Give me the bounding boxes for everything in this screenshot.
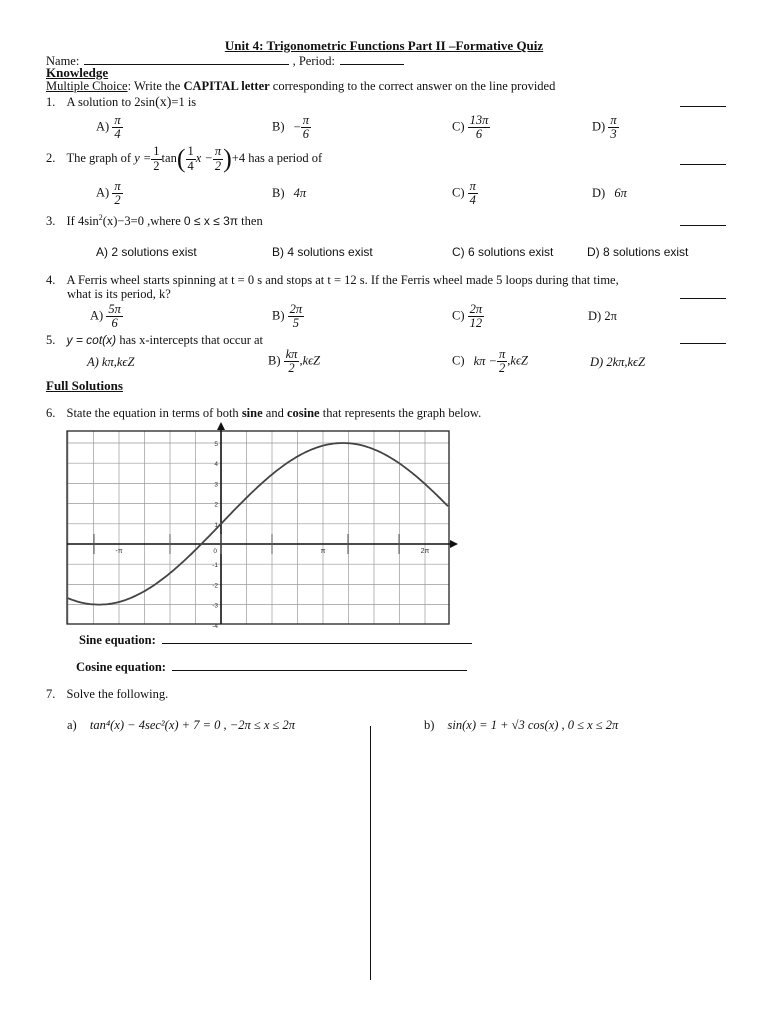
- q5-equation: y = cot(x): [66, 333, 117, 347]
- y-tick-label: -1: [212, 562, 218, 570]
- q6-text-a: State the equation in terms of both: [66, 406, 242, 420]
- q5-b-num: kπ: [285, 347, 298, 361]
- q7-number: 7.: [46, 687, 56, 701]
- q5-option-c[interactable]: [452, 348, 528, 375]
- q5-option-b[interactable]: [268, 348, 320, 375]
- q2-a-den: 2: [114, 193, 121, 208]
- period-label: , Period:: [292, 54, 335, 68]
- q5-c-tail: ,kϵZ: [507, 353, 528, 368]
- q4-stem-line1: [46, 273, 619, 288]
- q6-stem: [46, 406, 481, 421]
- q2-pi-num: π: [214, 144, 222, 159]
- q1-c-fraction: [468, 114, 491, 141]
- q2-stem: [46, 144, 322, 174]
- q4-c-label: C): [452, 308, 465, 323]
- graph-grid: [67, 431, 449, 624]
- q1-option-b[interactable]: [272, 114, 311, 141]
- q3-option-d[interactable]: D) 8 solutions exist: [587, 245, 689, 259]
- q1-b-fraction: [301, 114, 311, 141]
- q1-b-sign: −: [293, 119, 301, 134]
- name-blank[interactable]: [84, 52, 289, 65]
- q1-a-num: π: [114, 113, 121, 127]
- sine-equation-label: Sine equation:: [79, 633, 156, 647]
- q4-line1: A Ferris wheel starts spinning at t = 0 s and stops at t = 12 s. If the Ferris wheel made 5 loops during that time,: [66, 273, 619, 287]
- q5-c-num: π: [499, 347, 506, 361]
- q5-b-tail: ,kϵZ: [299, 353, 321, 368]
- instructions-mid: : Write the: [127, 79, 184, 93]
- q5-answer-line[interactable]: [680, 343, 726, 344]
- q1-d-fraction: [608, 114, 618, 141]
- instructions-bold: CAPITAL letter: [183, 79, 270, 93]
- q2-quarter: [186, 145, 196, 172]
- full-solutions-heading: Full Solutions: [46, 378, 123, 393]
- q3-stem: [46, 213, 263, 229]
- q2-option-b[interactable]: [272, 186, 306, 201]
- q1-option-c[interactable]: [452, 114, 490, 141]
- q5-b-label: B): [268, 353, 281, 368]
- q5-stem: [46, 333, 263, 348]
- y-tick-label: -3: [212, 602, 218, 610]
- sinusoid-curve: [68, 443, 448, 605]
- q2-quarter-den: 4: [187, 158, 194, 173]
- x-tick-label: 2π: [420, 548, 430, 555]
- q3-condition: 0 ≤ x ≤ 3π: [183, 214, 239, 229]
- q5-option-d[interactable]: D) 2kπ,kϵZ: [590, 355, 646, 369]
- q1-stem: [46, 95, 196, 111]
- q4-number: 4.: [46, 273, 56, 287]
- q2-c-label: C): [452, 185, 465, 200]
- q1-a-den: 4: [114, 127, 121, 142]
- q2-half-den: 2: [153, 158, 160, 173]
- y-tick-label: 3: [214, 481, 218, 489]
- q2-option-c[interactable]: [452, 180, 478, 207]
- q2-x-minus: x −: [195, 150, 213, 165]
- q2-left-paren: (: [176, 144, 186, 173]
- q3-number: 3.: [46, 214, 56, 229]
- cosine-equation-label: Cosine equation:: [76, 660, 166, 674]
- q1-b-den: 6: [302, 127, 309, 142]
- q1-d-label: D): [592, 119, 606, 134]
- q2-pi-den: 2: [214, 158, 222, 173]
- q2-c-fraction: [468, 180, 478, 207]
- q1-c-den: 6: [475, 127, 483, 142]
- q6-sine: sine: [241, 406, 263, 420]
- q2-c-den: 4: [469, 193, 476, 208]
- x-tick-label: π: [320, 548, 326, 555]
- q1-c-label: C): [452, 119, 465, 134]
- q4-a-den: 6: [111, 316, 118, 331]
- quiz-title: Unit 4: Trigonometric Functions Part II –Formative Quiz: [224, 38, 544, 53]
- q2-a-label: A): [96, 185, 110, 200]
- q6-cosine: cosine: [286, 406, 320, 420]
- q2-number: 2.: [46, 150, 56, 165]
- q2-pi-half: [213, 145, 223, 172]
- cosine-equation-row: [76, 658, 467, 675]
- q1-answer-line[interactable]: [680, 106, 726, 107]
- q4-c-fraction: [468, 303, 485, 330]
- q1-text-a: A solution to 2sin: [66, 95, 156, 109]
- y-tick-label: -2: [212, 582, 218, 590]
- period-blank[interactable]: [340, 52, 404, 65]
- q5-c-label: C): [452, 353, 465, 368]
- q7-stem: [46, 687, 168, 702]
- q3-text-a: If 4sin: [66, 214, 99, 229]
- work-divider-line: [370, 726, 371, 980]
- q4-option-c[interactable]: [452, 303, 484, 330]
- q2-half-num: 1: [153, 144, 160, 159]
- q1-a-fraction: [112, 114, 122, 141]
- q2-d-label: D): [592, 186, 606, 200]
- sine-equation-row: [79, 631, 472, 648]
- q4-b-num: 2π: [289, 302, 303, 316]
- q3-sup: 2: [98, 213, 103, 222]
- q3-text-b: (x)−3=0: [102, 214, 144, 229]
- q1-option-a[interactable]: [96, 114, 123, 141]
- q2-a-fraction: [112, 180, 122, 207]
- q1-c-num: 13π: [469, 113, 489, 127]
- q4-option-d[interactable]: D) 2π: [588, 309, 617, 323]
- q7-text: Solve the following.: [66, 687, 169, 701]
- q7-part-b: [424, 718, 618, 733]
- q1-b-num: π: [302, 113, 309, 127]
- knowledge-heading: Knowledge: [46, 65, 109, 80]
- y-tick-label: -4: [212, 622, 218, 630]
- instructions: [46, 79, 555, 94]
- q2-half: [151, 145, 161, 172]
- origin-label: 0: [213, 548, 217, 555]
- q4-option-b[interactable]: [272, 303, 304, 330]
- q5-text: has x-intercepts that occur at: [116, 333, 264, 347]
- q7-part-a: [67, 718, 295, 733]
- q5-number: 5.: [46, 333, 56, 347]
- q2-d-value: 6π: [614, 186, 627, 200]
- q4-b-den: 5: [292, 316, 299, 331]
- q4-b-fraction: [288, 303, 305, 330]
- q6-number: 6.: [46, 406, 56, 420]
- q7-a-label: a): [67, 718, 77, 732]
- q4-a-label: A): [90, 308, 104, 323]
- q2-text-b: has a period of: [248, 150, 323, 165]
- sine-equation-blank[interactable]: [162, 631, 472, 644]
- x-tick-label: -π: [115, 548, 123, 555]
- q1-text-c: =1 is: [171, 95, 197, 109]
- q6-text-b: and: [262, 406, 287, 420]
- q4-line2: what is its period, k?: [67, 287, 171, 301]
- q3-option-a[interactable]: A) 2 solutions exist: [96, 245, 197, 259]
- q7-a-equation: tan⁴(x) − 4sec²(x) + 7 = 0 , −2π ≤ x ≤ 2π: [89, 718, 296, 732]
- q2-option-d[interactable]: [592, 186, 627, 201]
- q2-right-paren: ): [223, 144, 232, 173]
- y-tick-label: 4: [214, 461, 218, 469]
- q5-c-den: 2: [499, 361, 506, 376]
- q2-plus4: +4: [231, 150, 246, 165]
- q1-number: 1.: [46, 95, 56, 109]
- x-axis-arrow: [450, 540, 458, 548]
- q4-answer-line[interactable]: [680, 298, 726, 299]
- q2-b-label: B): [272, 186, 285, 200]
- q7-b-equation: sin(x) = 1 + √3 cos(x) , 0 ≤ x ≤ 2π: [447, 718, 619, 732]
- y-tick-label: 2: [214, 501, 218, 509]
- q2-c-num: π: [469, 179, 476, 193]
- q2-tan: tan: [161, 150, 177, 165]
- q3-answer-line[interactable]: [680, 225, 726, 226]
- q2-quarter-num: 1: [187, 144, 194, 159]
- q3-text-d: then: [238, 214, 263, 229]
- q2-text-a: The graph of: [66, 150, 132, 165]
- q5-option-a[interactable]: A) kπ,kϵZ: [87, 355, 135, 369]
- q1-b-label: B): [272, 119, 285, 134]
- q4-option-a[interactable]: [90, 303, 123, 330]
- q3-text-c: ,where: [143, 214, 184, 229]
- q2-option-a[interactable]: [96, 180, 123, 207]
- name-label: Name:: [46, 54, 80, 68]
- y-tick-label: 1: [214, 521, 218, 529]
- graph-ticks: [94, 534, 399, 554]
- instructions-prefix: Multiple Choice: [46, 79, 128, 93]
- q5-b-den: 2: [288, 361, 295, 376]
- q4-c-den: 12: [469, 316, 483, 331]
- q4-b-label: B): [272, 308, 285, 323]
- y-tick-label: 5: [214, 441, 218, 448]
- q3-option-c[interactable]: C) 6 solutions exist: [452, 245, 554, 259]
- instructions-suffix: corresponding to the correct answer on the line provided: [269, 79, 556, 93]
- q4-a-num: 5π: [108, 302, 121, 316]
- q3-option-b[interactable]: B) 4 solutions exist: [272, 245, 373, 259]
- q4-c-num: 2π: [469, 302, 483, 316]
- q2-a-num: π: [114, 179, 121, 193]
- graph-labels: [115, 441, 429, 630]
- q7-b-label: b): [424, 718, 435, 732]
- graph-frame: [67, 431, 449, 624]
- q1-text-b: (x): [155, 95, 172, 110]
- q1-d-den: 3: [610, 127, 617, 142]
- q5-c-fraction: [497, 348, 507, 375]
- q6-text-c: that represents the graph below.: [319, 406, 482, 420]
- y-axis-arrow: [217, 422, 225, 430]
- q4-a-fraction: [106, 303, 123, 330]
- q1-option-d[interactable]: [592, 114, 619, 141]
- q2-answer-line[interactable]: [680, 164, 726, 165]
- cosine-equation-blank[interactable]: [172, 658, 467, 671]
- q2-y-eq: y =: [134, 150, 152, 165]
- q2-b-value: 4π: [293, 186, 307, 200]
- q1-a-label: A): [96, 119, 110, 134]
- q5-b-fraction: [284, 348, 300, 375]
- q5-c-pre: kπ −: [473, 353, 497, 368]
- q1-d-num: π: [610, 113, 617, 127]
